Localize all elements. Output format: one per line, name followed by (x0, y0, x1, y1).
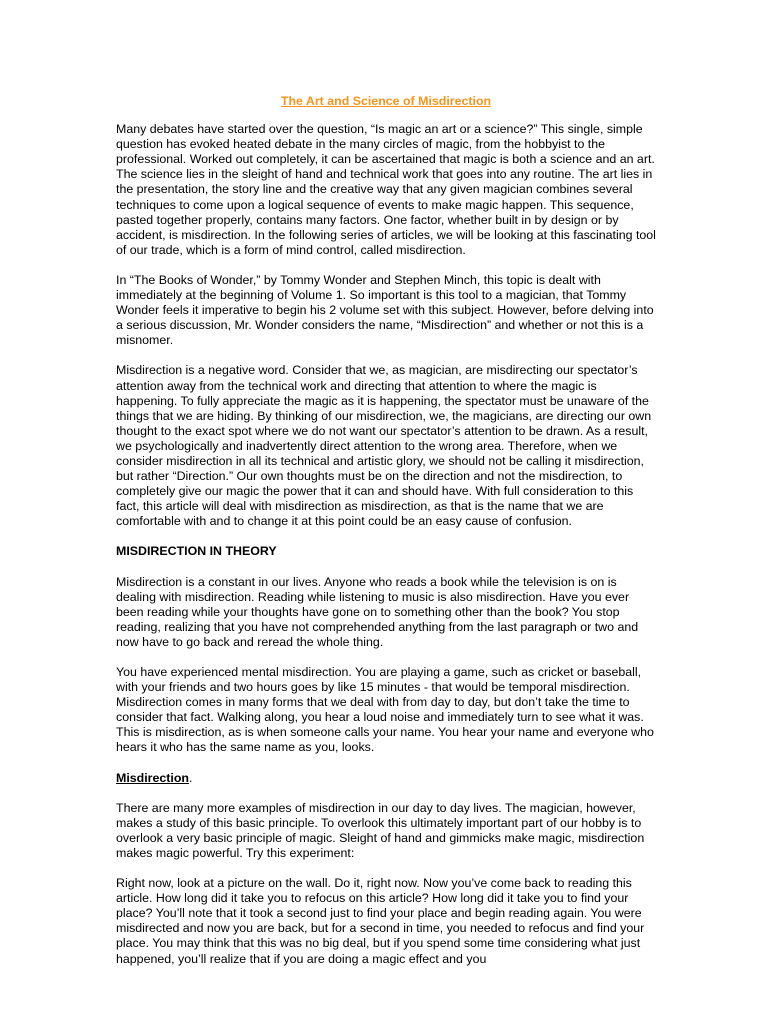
paragraph-theory-1: Misdirection is a constant in our lives. Anyone who reads a book while the television is on is dealing with misdirection. Reading while listening to music is also misdirection. Have you ever been reading while your thoughts have gone on to something other than the book? You stop reading, realizing that you have not comprehended anything from the last paragraph or two and now have to go back and reread the whole thing. (116, 574, 639, 649)
subheading (116, 771, 656, 786)
paragraph-after-1: There are many more examples of misdirection in our day to day lives. The magician, however, makes a study of this basic principle. To overlook this ultimately important part of our hobby is to overlook a very basic principle of magic. Sleight of hand and gimmicks make magic, misdirection makes magic powerful. Try this experiment: (116, 800, 645, 860)
paragraph-intro-2: In “The Books of Wonder,” by Tommy Wonder and Stephen Minch, this topic is dealt with immediately at the beginning of Volume 1. So important is this tool to a magician, that Tommy Wonder feels it imperative to begin his 2 volume set with this subject. However, before delving into a serious discussion, Mr. Wonder considers the name, “Misdirection” and whether or not this is a misnomer. (116, 272, 654, 348)
section-heading: MISDIRECTION IN THEORY (116, 544, 277, 559)
paragraph-intro-3: Misdirection is a negative word. Consider that we, as magician, are misdirecting our spectator’s attention away from the technical work and directing that attention to where the magic is happening. To fully appreciate the magic as it is happening, the spectator must be unaware of the things that we are hiding. By thinking of our misdirection, we, the magicians, are directing our own thought to the exact spot where we do not want our spectator’s attention to be drawn. As a result, we psychologically and inadvertently direct attention to the wrong area. Therefore, when we consider misdirection in all its technical and artistic glory, we should not be calling it misdirection, but rather “Direction.” Our own thoughts must be on the direction and not the misdirection, to completely give our magic the power that it can and should have. With full consideration to this fact, this article will deal with misdirection as misdirection, as that is the name that we are comfortable with and to change it at this point could be an easy cause of confusion. (116, 363, 652, 529)
paragraph-intro-1: Many debates have started over the question, “Is magic an art or a science?” This single, simple question has evoked heated debate in the many circles of magic, from the hobbyist to the professional. Worked out completely, it can be ascertained that magic is both a science and an art. The science lies in the sleight of hand and technical work that goes into any routine. The art lies in the presentation, the story line and the creative way that any given magician combines several techniques to come upon a logical sequence of events to make magic happen. This sequence, pasted together properly, contains many factors. One factor, whether built in by design or by accident, is misdirection. In the following series of articles, we will be looking at this fascinating tool of our trade, which is a form of mind control, called misdirection. (116, 122, 656, 257)
subheading-title: Misdirection (116, 770, 189, 785)
subheading-period: . (188, 770, 193, 785)
document-title[interactable]: The Art and Science of Misdirection (280, 94, 492, 108)
document-page (116, 94, 656, 982)
paragraph-theory-2: You have experienced mental misdirection. You are playing a game, such as cricket or baseball, with your friends and two hours goes by like 15 minutes - that would be temporal misdirection. Misdirection comes in many forms that we deal with from day to day, but don’t take the time to consider that fact. Walking along, you hear a loud noise and immediately turn to see what it was. This is misdirection, as is when someone calls your name. You hear your name and everyone who hears it who has the same name as you, looks. (116, 665, 654, 755)
paragraph-after-2: Right now, look at a picture on the wall. Do it, right now. Now you’ve come back to reading this article. How long did it take you to refocus on this article? How long did it take you to find your place? You’ll note that it took a second just to find your place and begin reading again. You were misdirected and now you are back, but for a second in time, you needed to refocus and find your place. You may think that this was no big deal, but if you spend some time considering what just happened, you’ll realize that if you are doing a magic effect and you (116, 876, 645, 966)
